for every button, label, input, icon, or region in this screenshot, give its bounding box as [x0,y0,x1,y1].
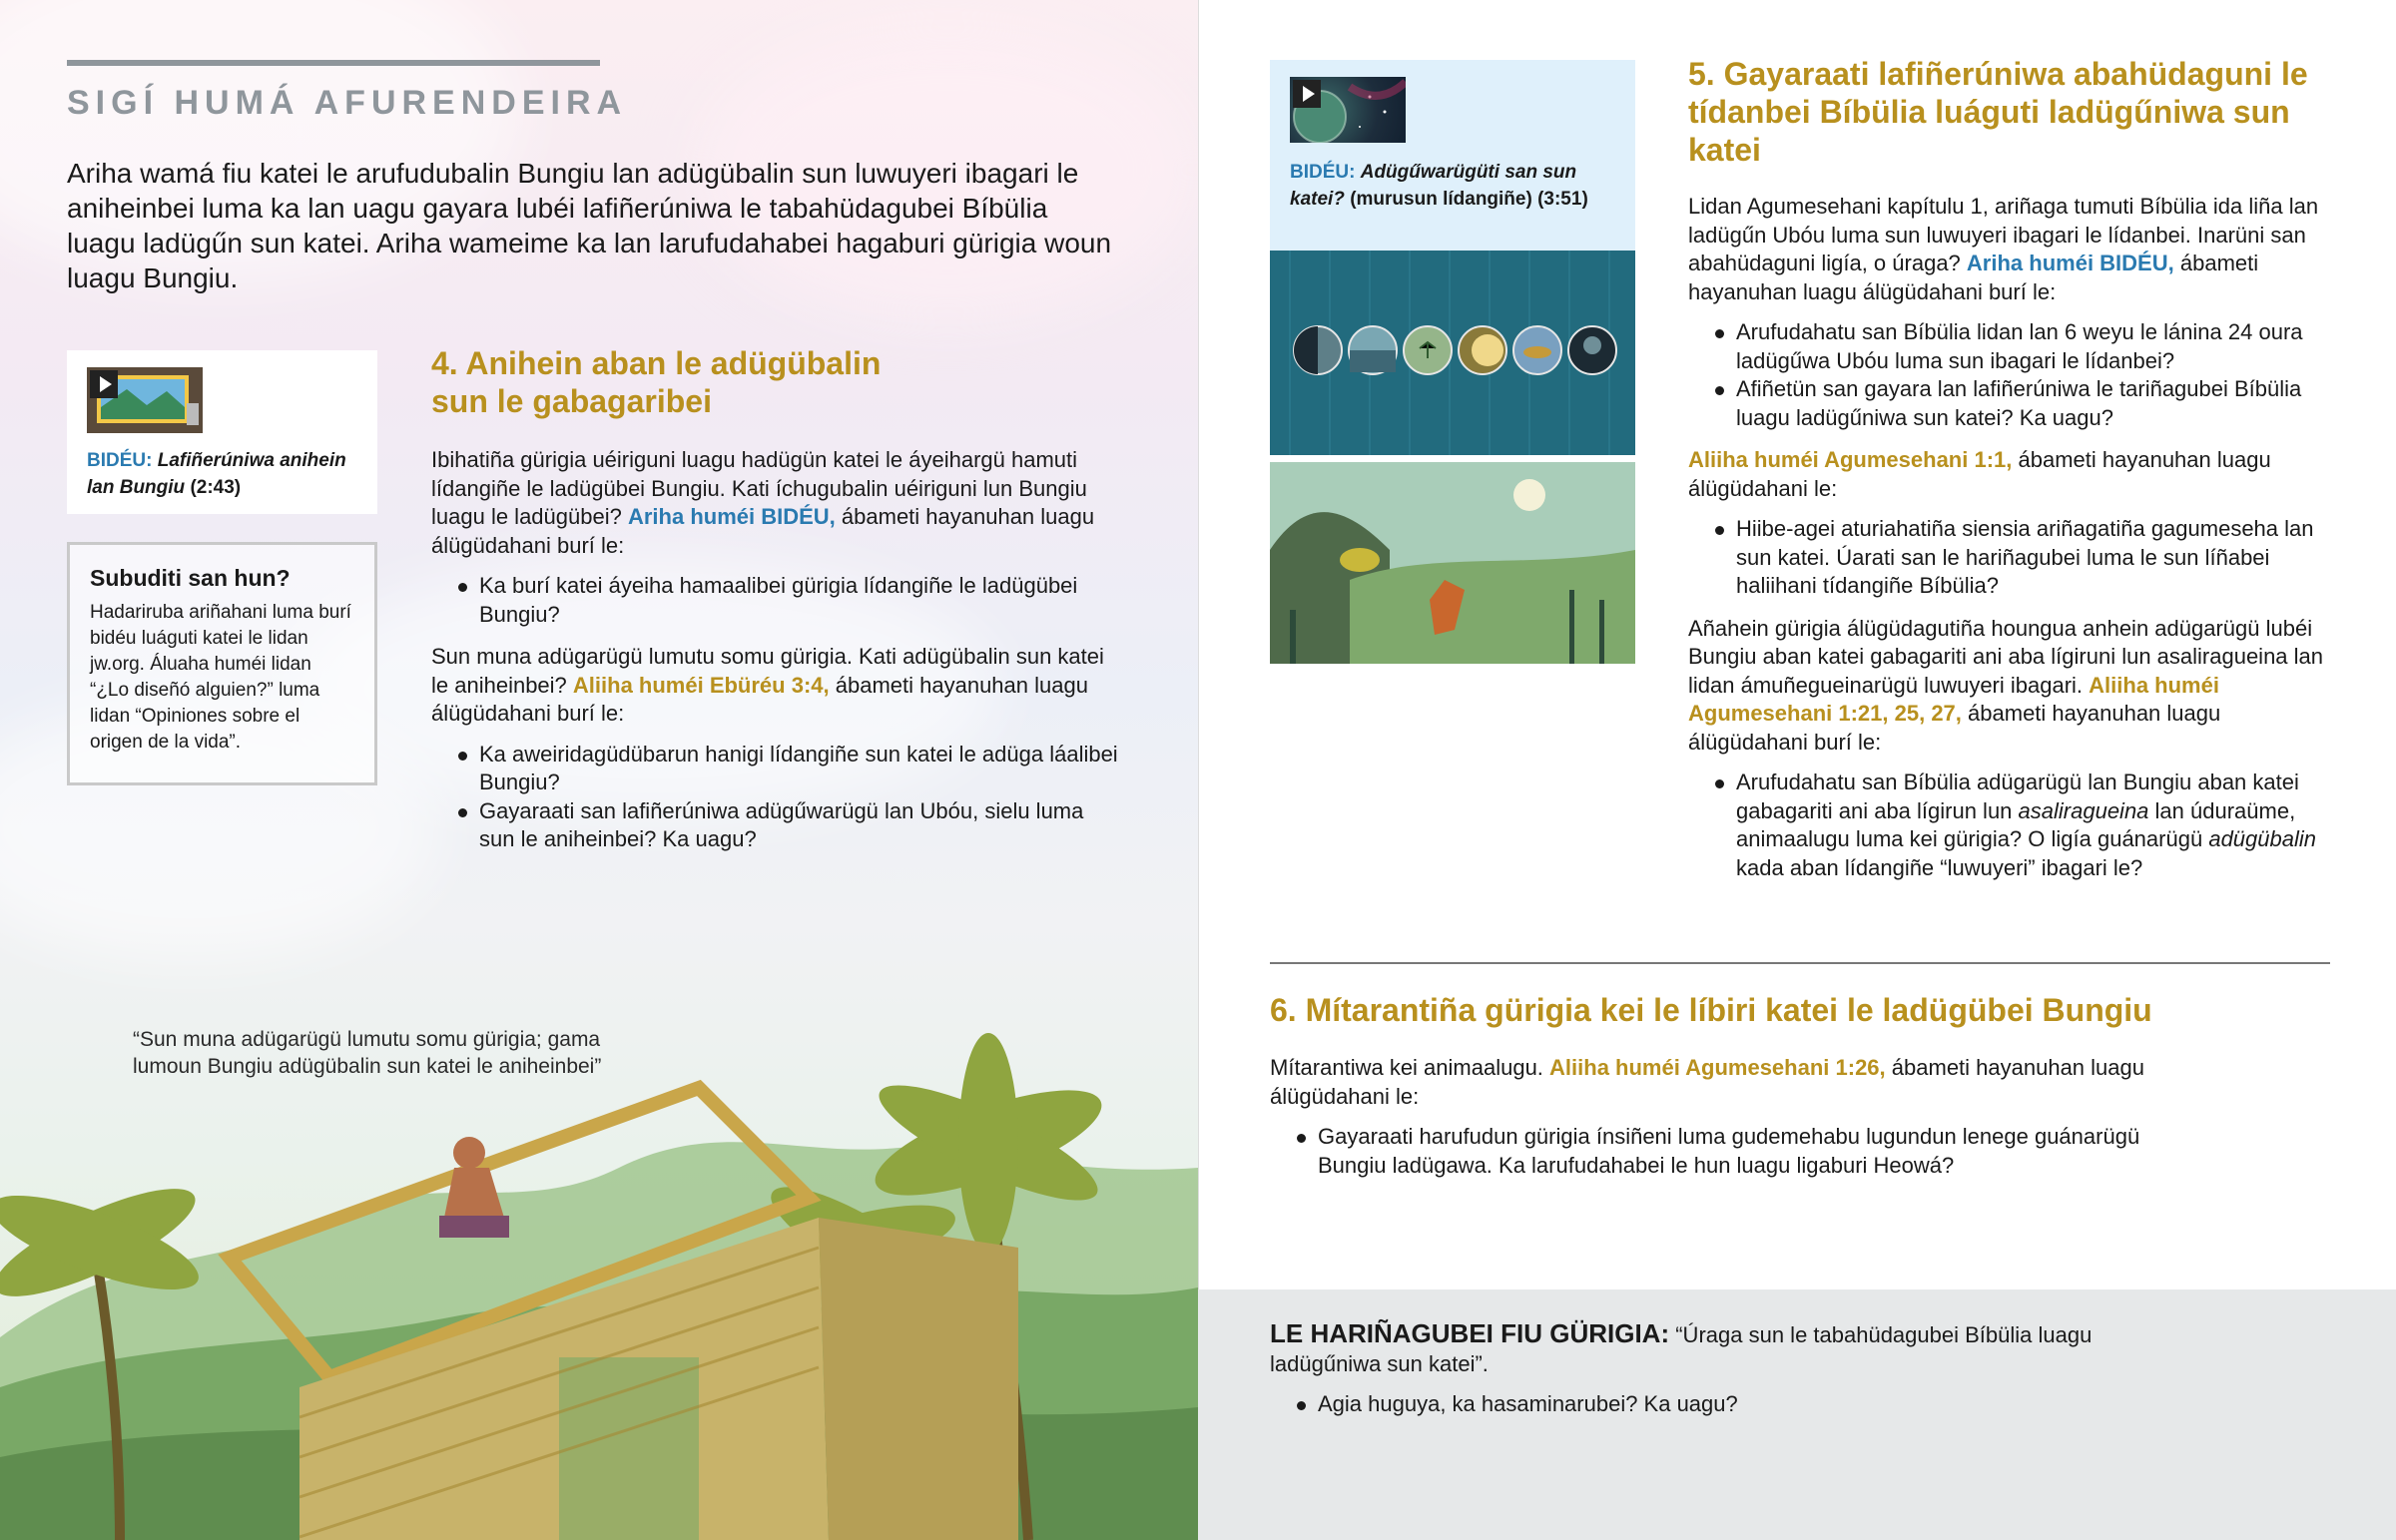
illustration-quote: “Sun muna adügarügü lumutu somu gürigia; gama lumoun Bungiu adügübalin sun katei le aniheinbei” [133,1028,602,1078]
list-item: Arufudahatu san Bíbülia adügarügü lan Bungiu aban katei gabagariti ani aba lígirun lun asaliragueina lan úduraüme, animaalugu luma kei gürigia? O ligía guánarügü adügübalin kada aban lídangiñe “luwuyeri” ibagari le? [1712,769,2327,882]
video-card-lafinerúniwa[interactable] [67,350,377,514]
discussion-label: LE HARIÑAGUBEI FIU GÜRIGIA: [1270,1318,1670,1348]
scripture-link[interactable]: Aliiha huméi Ebüréu 3:4, [572,672,830,698]
section-bar [67,60,600,66]
video-link[interactable]: Ariha huméi BIDÉU, [627,504,836,529]
section-6-list [1294,1123,2152,1180]
section-5-paragraph-1: Lidan Agumesehani kapítulu 1, ariñaga tumuti Bíbülia ida liña lan ladügűn Ubóu luma sun luwuyeri ibagari le lídanbei. Inarüni san abahüdaguni ligía, o úraga? Ariha huméi BIDÉU, ábameti hayanuhan luagu álügüdahani burí le: [1688,194,2319,304]
list-item: Ka burí katei áyeiha hamaalibei gürigia lídangiñe le ladügübei Bungiu? [455,572,1120,629]
section-4-paragraph-2: Sun muna adügarügü lumutu somu gürigia. Kati adügübalin sun katei le aniheinbei? Aliiha huméi Ebüréu 3:4, ábameti hayanuhan luagu álügüdahani burí le: [431,644,1104,726]
scripture-link[interactable]: Aliiha huméi Agumesehani 1:26, [1549,1055,1886,1080]
discussion-body [1270,1319,2168,1419]
section-5-heading: 5. Gayaraati lafiñerúniwa abahüdaguni le tídanbei Bíbülia luáguti ladügűniwa sun katei [1688,56,2308,168]
sidebox-title: Subuditi san hun? [90,565,291,591]
video-thumbnail[interactable] [1290,77,1406,143]
list-item: Afiñetün san gayara lan lafiñerúniwa le tariñagubei Bíbülia luagu ladügűniwa sun katei? Ka uagu? [1712,375,2327,432]
sidebox-text: Hadariruba ariñahani luma burí bidéu luáguti katei le lidan jw.org. Áluaha huméi lidan “¿Lo diseñó alguien?” luma lidan “Opiniones sobre el origen de la vida”. [90,602,351,753]
discussion-list [1294,1390,2168,1419]
list-item: Gayaraati harufudun gürigia ínsiñeni luma gudemehabu lugundun lenege guánarügü Bungiu ladügawa. Ka larufudahabei le hun luagu ligaburi Heowá? [1294,1123,2152,1180]
illustration-house-building [0,918,1198,1540]
video-duration: (2:43) [190,477,242,498]
section-4-list-1 [455,572,1120,629]
scripture-link[interactable]: Aliiha huméi Agumesehani 1:21, 25, 27, [1688,672,2219,726]
section-4-heading: 4. Anihein aban le adügübalin sun le gabagaribei [431,345,882,419]
section-6-heading: 6. Mítarantiña gürigia kei le líbiri katei le ladügübei Bungiu [1270,992,2152,1028]
section-4-body [431,446,1120,854]
section-4-list-2 [455,741,1120,854]
play-icon[interactable] [90,370,118,398]
section-4-paragraph-1: Ibihatiña gürigia uéiriguni luagu hadügün katei le áyeihargü hamuti lídangiñe le ladügübei Bungiu. Kati íchugubalin uéiriguni lun Bungiu luagu le ladügübei? Ariha huméi BIDÉU, ábameti hayanuhan luagu álügüdahani burí le: [431,447,1095,558]
section-5-list-3 [1712,769,2327,882]
section-5-list-1 [1712,318,2327,432]
video-thumbnail[interactable] [87,367,203,433]
video-label: BIDÉU: [87,450,153,471]
list-item: Hiibe-agei aturiahatiña siensia ariñagatiña gagumeseha lan sun katei. Úarati san le hariñagubei luma le sun líñabei haliihani tídangiñe Bíbülia? [1712,515,2327,601]
section-5-list-2 [1712,515,2327,601]
list-item: Agia huguya, ka hasaminarubei? Ka uagu? [1294,1390,2168,1419]
section-6-paragraph-1: Mítarantiwa kei animaalugu. Aliiha huméi Agumesehani 1:26, ábameti hayanuhan luagu álügüdahani le: [1270,1055,2144,1109]
section-5-paragraph-3: Añahein gürigia álügüdagutiña houngua anhein adügarügü lubéi Bungiu aban katei gabagariti ani aba lígiruni lun asaliragueina lan lidan ámuñegueinarügü luwuyeri ibagari. Aliiha huméi Agumesehani 1:21, 25, 27, ábameti hayanuhan luagu álügüdahani burí le: [1688,615,2324,755]
list-item: Ka aweiridagüdübarun hanigi lídangiñe sun katei le adüga láalibei Bungiu? [455,741,1120,797]
section-kicker: SIGÍ HUMÁ AFURENDEIRA [67,84,628,122]
scripture-link[interactable]: Aliiha huméi Agumesehani 1:1, [1688,447,2013,472]
section-6-body [1270,1054,2268,1180]
play-icon[interactable] [1293,80,1321,108]
video-label: BIDÉU: [1290,162,1356,183]
section-5-paragraph-2: Aliiha huméi Agumesehani 1:1, ábameti hayanuhan luagu álügüdahani le: [1688,447,2271,501]
sidebox-subuditi [67,542,377,785]
video-subtitle: (murusun lídangiñe) (3:51) [1350,189,1588,210]
creation-days-illustration [1270,251,1635,664]
discussion-paragraph [1270,1319,2168,1378]
section-divider [1270,962,2330,964]
section-5-body [1688,193,2327,882]
list-item: Arufudahatu san Bíbülia lidan lan 6 weyu le lánina 24 oura ladügűwa Ubóu luma sun ibagari le lídanbei? [1712,318,2327,375]
discussion-text: “Úraga sun le tabahüdagubei Bíbülia luagu ladügűniwa sun katei”. [1270,1322,2093,1376]
video-title: Adügűwarügüti san sun katei? [1290,162,1577,210]
video-title: Lafiñerúniwa anihein lan Bungiu [87,450,346,498]
intro-paragraph: Ariha wamá fiu katei le arufudubalin Bungiu lan adügübalin sun luwuyeri ibagari le aniheinbei luma ka lan uagu gayara lubéi lafiñerúniwa le tabahüdagubei Bíbülia luagu ladügűn sun katei. Ariha wameime ka lan larufudahabei hagaburi gürigia woun luagu Bungiu. [67,158,1112,293]
video-link[interactable]: Ariha huméi BIDÉU, [1966,251,2174,275]
video-card-adugüwarügüti[interactable] [1270,60,1635,251]
list-item: Gayaraati san lafiñerúniwa adügűwarügü lan Ubóu, sielu luma sun le aniheinbei? Ka uagu? [455,797,1120,854]
